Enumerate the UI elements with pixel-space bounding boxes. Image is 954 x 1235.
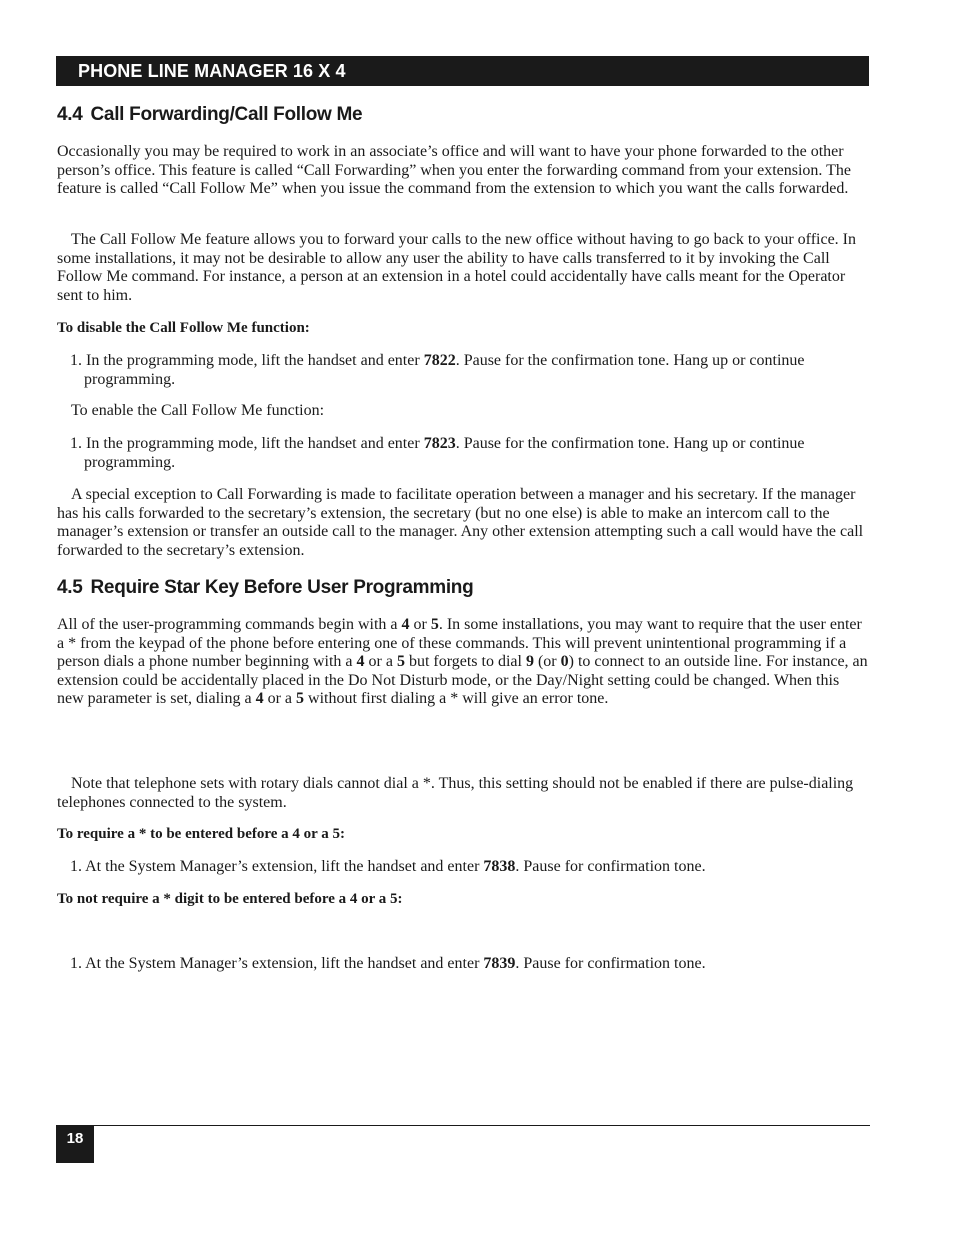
paragraph: To enable the Call Follow Me function: — [71, 402, 325, 419]
header-title: PHONE LINE MANAGER 16 X 4 — [78, 61, 346, 81]
section-heading-4-4 — [57, 104, 362, 126]
step-text: . Pause for the confirmation tone. Hang up or continue programming. — [84, 352, 805, 388]
section-heading-4-5 — [57, 577, 473, 599]
section-title: Require Star Key Before User Programming — [90, 577, 474, 598]
step-text: 1. In the programming mode, lift the handset and enter — [70, 435, 424, 452]
procedure-step — [70, 858, 865, 877]
step-text: . Pause for confirmation tone. — [515, 955, 706, 972]
procedure-step — [70, 435, 865, 472]
step-text: 1. At the System Manager’s extension, lift the handset and enter — [70, 955, 484, 972]
section-title: Call Forwarding/Call Follow Me — [90, 104, 363, 125]
step-code: 7822 — [423, 352, 456, 369]
step-text: . Pause for confirmation tone. — [515, 858, 706, 875]
step-code: 7838 — [483, 858, 516, 875]
procedure-step — [70, 352, 865, 389]
step-code: 7839 — [483, 955, 516, 972]
paragraph: A special exception to Call Forwarding is made to facilitate operation between a manager and his secretary. If the manager has his calls forwarded to the secretary’s extension, the secretary (but no one else) is able to make an intercom call to the manager’s extension or transfer an outside call to the manager. Any other extension attempting such a call would have the call forwarded to the secretary’s extension. — [57, 486, 864, 559]
section-number: 4.5 — [57, 577, 83, 598]
step-code: 7823 — [423, 435, 456, 452]
step-text: . Pause for the confirmation tone. Hang up or continue programming. — [84, 435, 805, 471]
paragraph: The Call Follow Me feature allows you to forward your calls to the new office without having to go back to your office. In some installations, it may not be desirable to allow any user the ability to have calls transferred to it by invoking the Call Follow Me command. For instance, a person at an extension in a hotel could accidentally have calls meant for the Operator sent to him. — [57, 231, 856, 304]
section-number: 4.4 — [57, 104, 83, 125]
paragraph: Note that telephone sets with rotary dials cannot dial a *. Thus, this setting should not be enabled if there are pulse-dialing telephones connected to the system. — [57, 775, 854, 811]
procedure-label: To require a * to be entered before a 4 or a 5: — [57, 826, 346, 842]
footer-rule — [56, 1125, 870, 1126]
step-text: 1. At the System Manager’s extension, lift the handset and enter — [70, 858, 484, 875]
procedure-label: To not require a * digit to be entered before a 4 or a 5: — [57, 891, 403, 907]
procedure-step — [70, 955, 865, 974]
procedure-label: To disable the Call Follow Me function: — [57, 320, 310, 336]
step-text: 1. In the programming mode, lift the handset and enter — [70, 352, 424, 369]
paragraph: Occasionally you may be required to work in an associate’s office and will want to have your phone forwarded to the other person’s office. This feature is called “Call Forwarding” when you enter the forwarding command from your extension. The feature is called “Call Follow Me” when you issue the command from the extension to which you want the calls forwarded. — [57, 143, 851, 198]
paragraph: All of the user-programming commands begin with a 4 or 5. In some installations, you may want to require that the user enter a * from the keypad of the phone before entering one of these commands. This will prevent unintentional programming if a person dials a phone number beginning with a 4 or a 5 but forgets to dial 9 (or 0) to connect to an outside line. For instance, an extension could be accidentally placed in the Do Not Disturb mode, or the Day/Night setting could be changed. When this new parameter is set, dialing a 4 or a 5 without first dialing a * will give an error tone. — [57, 616, 868, 708]
running-header — [56, 56, 869, 86]
page-number: 18 — [56, 1125, 94, 1163]
